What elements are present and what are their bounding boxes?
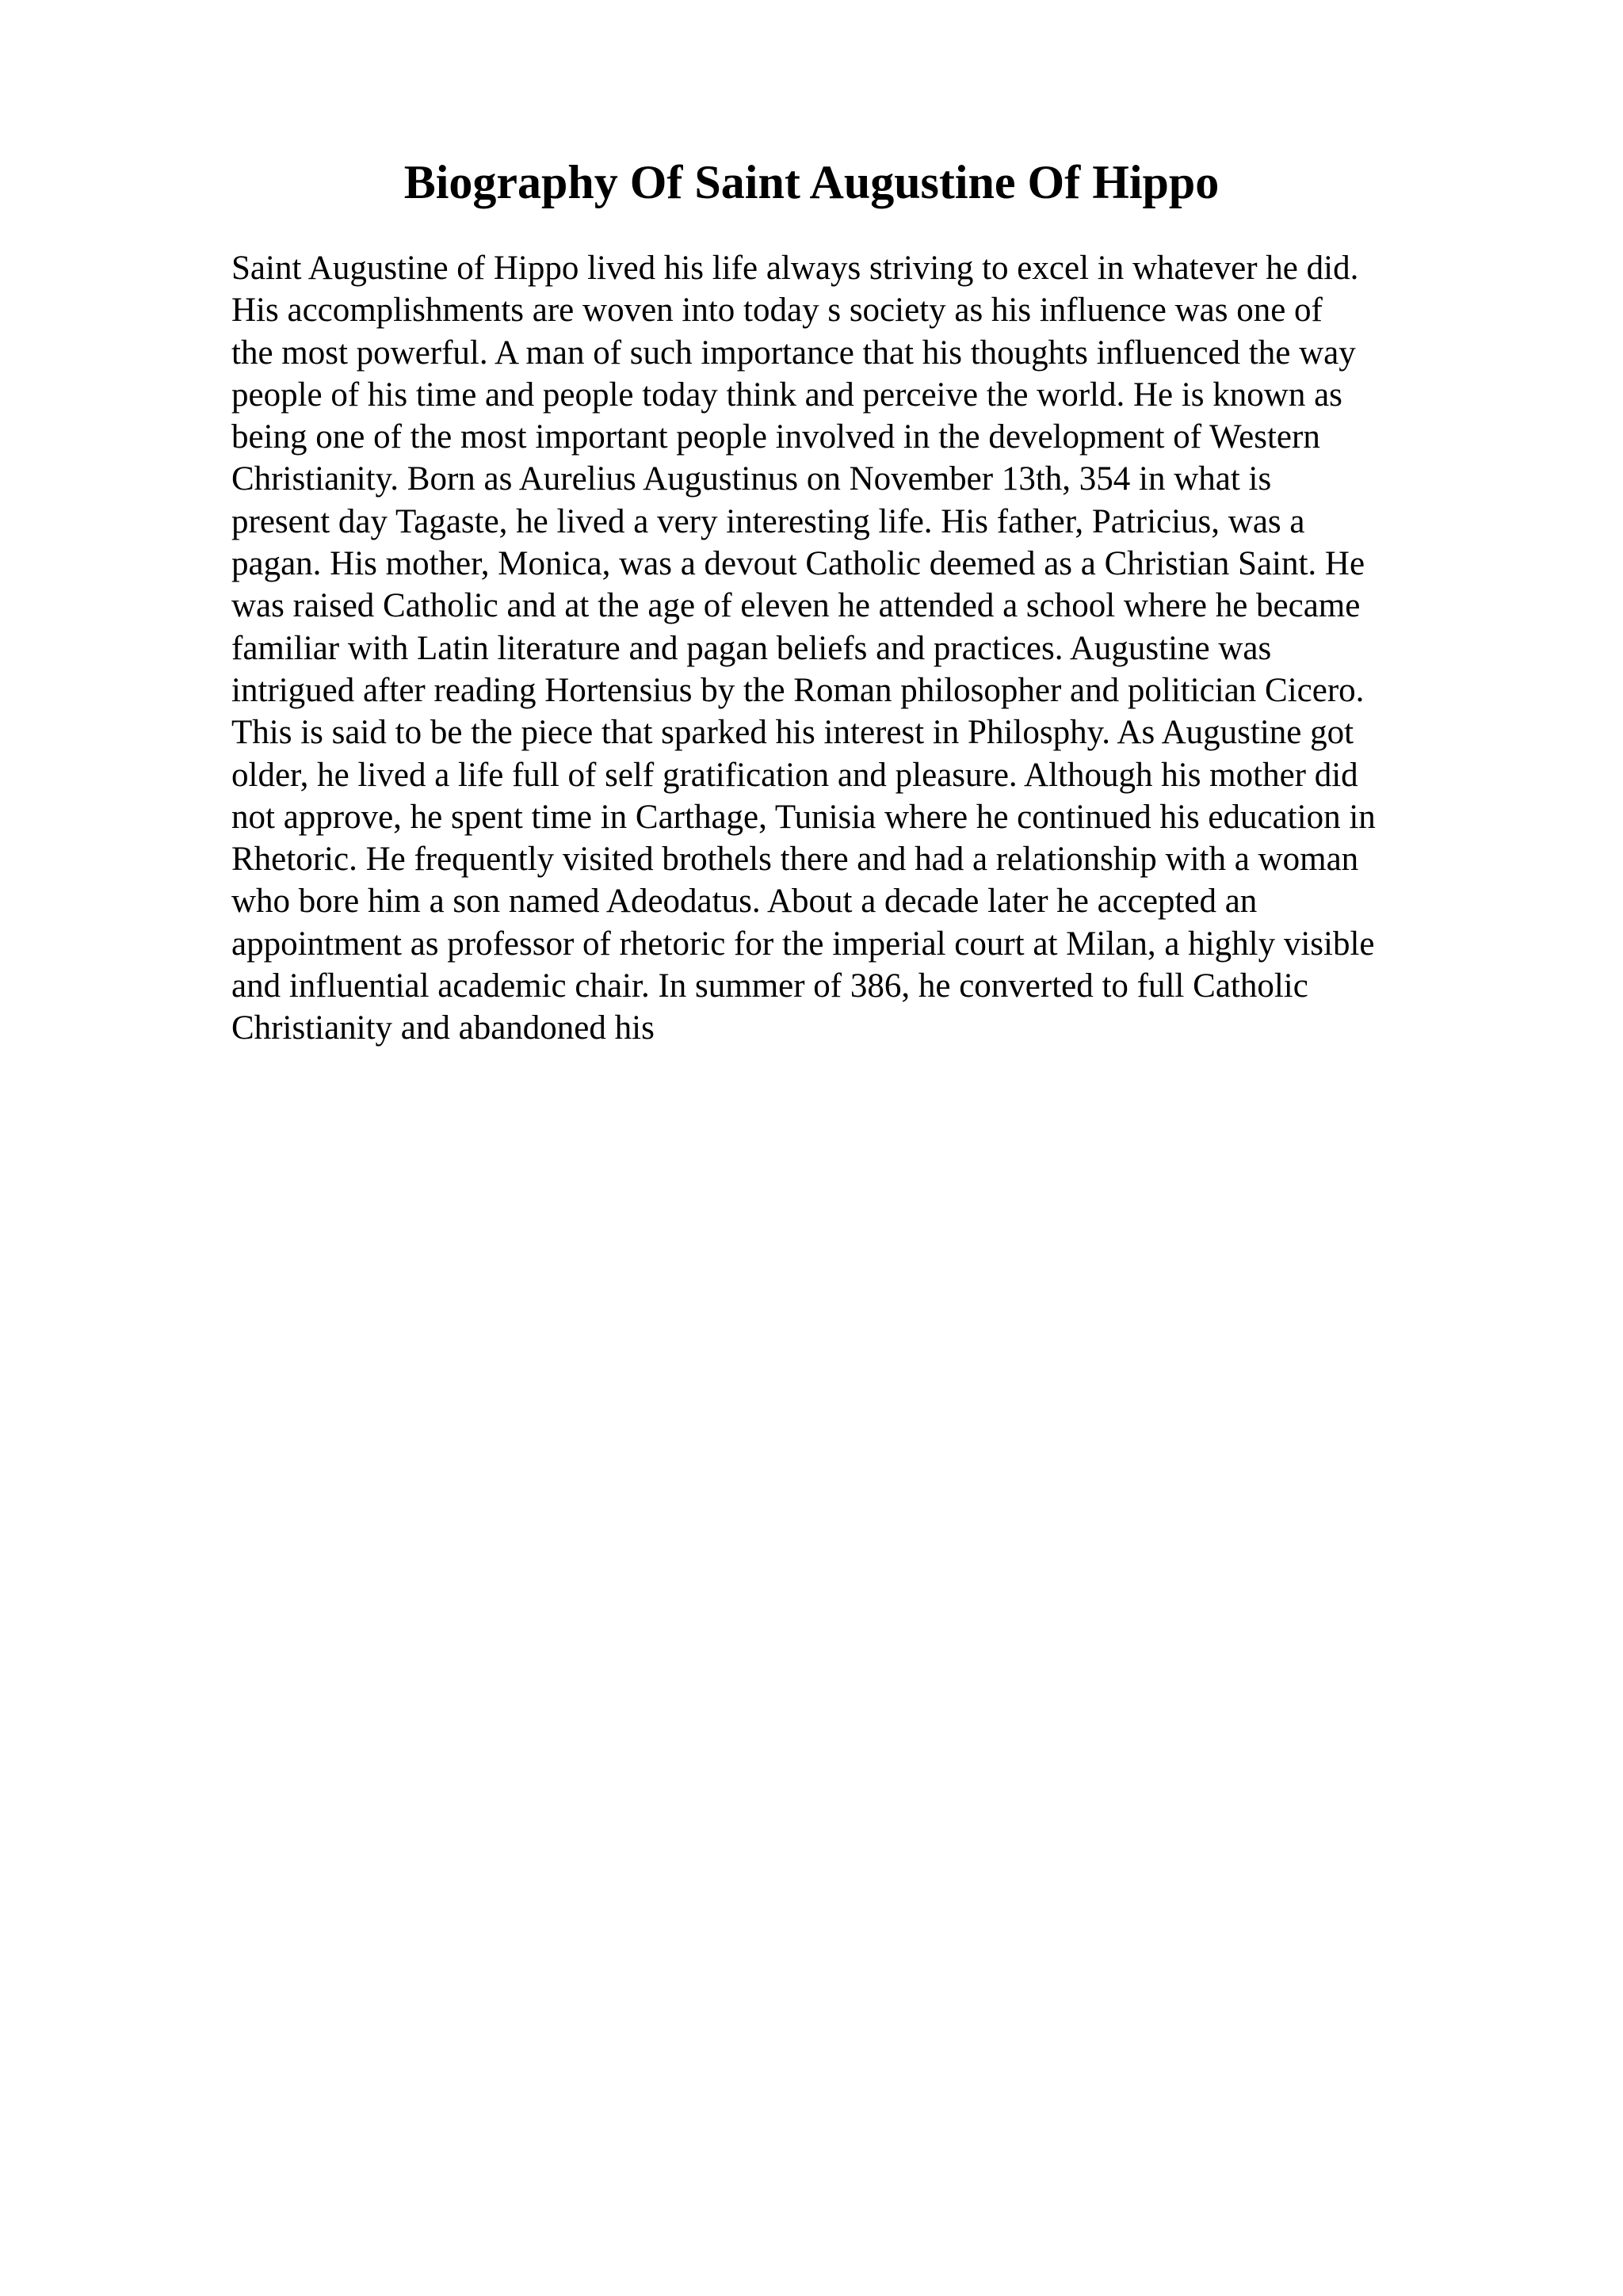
body-line: intrigued after reading Hortensius by the Roman philosopher and politician Cicero.: [231, 671, 1365, 709]
body-line: was raised Catholic and at the age of eleven he attended a school where he became: [231, 587, 1361, 625]
body-line: His accomplishments are woven into today s society as his influence was one of: [231, 292, 1323, 330]
body-line: This is said to be the piece that sparked his interest in Philosphy. As Augustine got: [231, 714, 1354, 752]
body-line: who bore him a son named Adeodatus. About a decade later he accepted an: [231, 883, 1258, 921]
body-line: Saint Augustine of Hippo lived his life always striving to excel in whatever he did.: [231, 250, 1359, 287]
body-line: Christianity and abandoned his: [231, 1009, 655, 1047]
body-line: and influential academic chair. In summer of 386, he converted to full Catholic: [231, 967, 1308, 1005]
body-line: being one of the most important people involved in the development of Western: [231, 418, 1320, 456]
body-line: familiar with Latin literature and pagan beliefs and practices. Augustine was: [231, 629, 1272, 667]
document-body: [231, 247, 1499, 1050]
body-line: present day Tagaste, he lived a very interesting life. His father, Patricius, was a: [231, 502, 1305, 540]
body-line: people of his time and people today think and perceive the world. He is known as: [231, 376, 1342, 414]
body-line: older, he lived a life full of self gratification and pleasure. Although his mother did: [231, 756, 1358, 794]
body-line: pagan. His mother, Monica, was a devout Catholic deemed as a Christian Saint. He: [231, 545, 1365, 583]
body-line: appointment as professor of rhetoric for the imperial court at Milan, a highly visible: [231, 925, 1375, 963]
body-line: the most powerful. A man of such importance that his thoughts influenced the way: [231, 334, 1356, 372]
body-line: Christianity. Born as Aurelius Augustinus on November 13th, 354 in what is: [231, 460, 1272, 498]
document-title: Biography Of Saint Augustine Of Hippo: [403, 156, 1220, 208]
body-line: not approve, he spent time in Carthage, Tunisia where he continued his education in: [231, 798, 1376, 836]
body-line: Rhetoric. He frequently visited brothels there and had a relationship with a woman: [231, 841, 1359, 879]
